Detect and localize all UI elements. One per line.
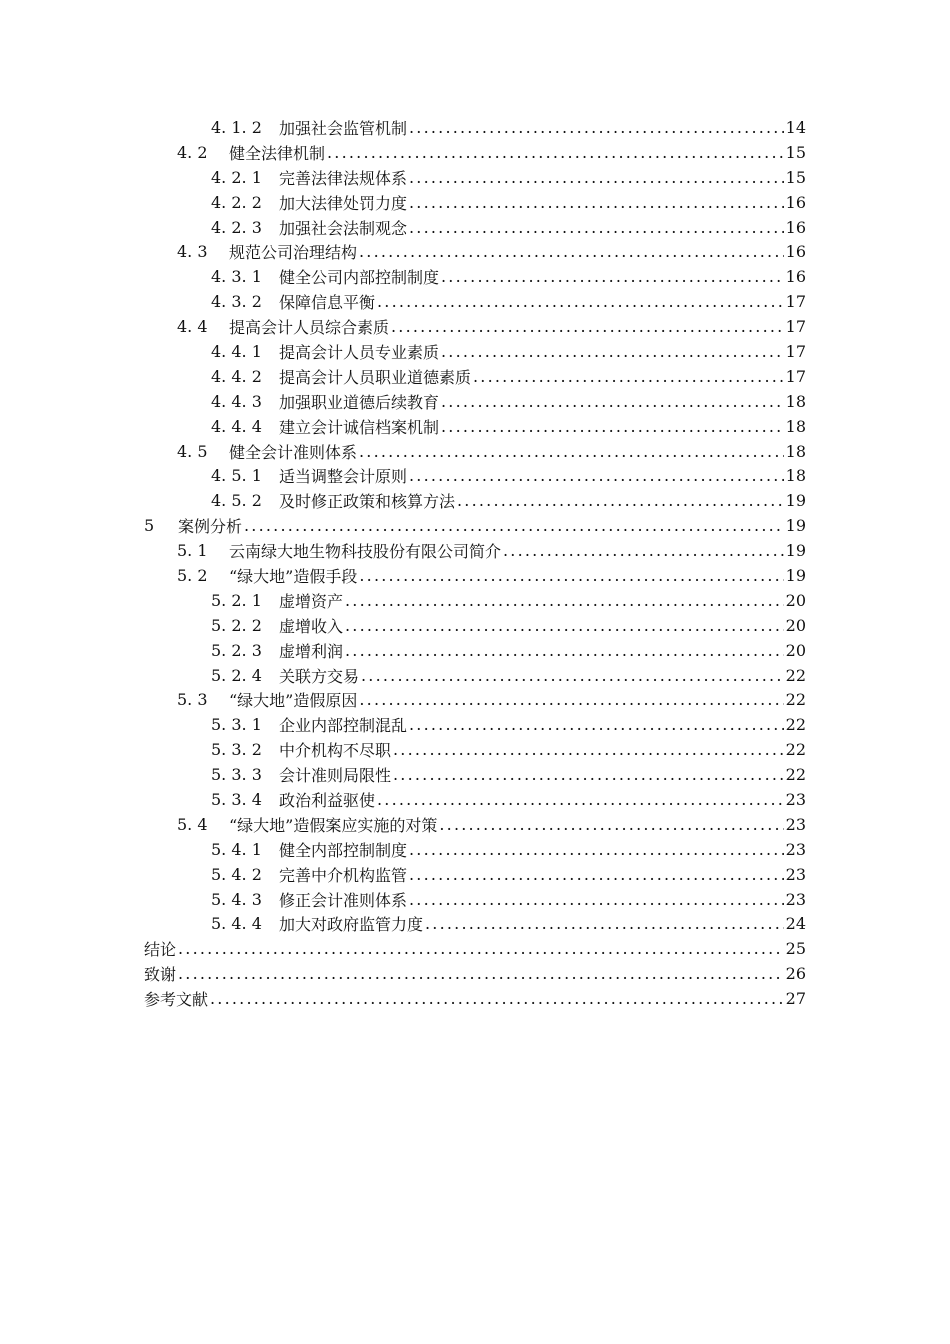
toc-entry-page-number: 23 [785,889,806,909]
toc-entry-number: 5. 4. 4 [211,914,262,934]
toc-dot-leader [210,989,784,1008]
toc-entry-page-number: 22 [785,690,806,710]
toc-dot-leader [359,690,783,709]
toc-entry-number: 5. 4. 2 [211,864,262,884]
toc-entry-title: 加强职业道德后续教育 [279,392,440,412]
toc-dot-leader [244,516,784,535]
toc-entry-page-number: 19 [785,541,806,561]
toc-dot-leader [441,392,784,411]
table-of-contents [144,115,806,1011]
toc-entry[interactable] [144,762,806,787]
toc-entry-number: 4. 4. 2 [211,366,262,386]
toc-dot-leader [345,616,784,635]
toc-entry[interactable] [144,364,806,389]
toc-entry-title: 建立会计诚信档案机制 [279,417,440,437]
toc-entry-page-number: 17 [785,317,806,337]
toc-entry-page-number: 20 [785,640,806,660]
toc-entry-page-number: 18 [785,441,806,461]
toc-dot-leader [425,914,784,933]
toc-entry-number: 5. 3. 4 [211,789,262,809]
toc-entry-page-number: 17 [785,292,806,312]
toc-entry-page-number: 22 [785,715,806,735]
toc-entry-page-number: 24 [785,914,806,934]
toc-entry-title: 健全内部控制制度 [279,840,408,860]
toc-entry-number: 4. 5. 2 [211,491,262,511]
toc-entry[interactable] [144,563,806,588]
toc-entry[interactable] [144,314,806,339]
toc-entry-page-number: 18 [785,391,806,411]
toc-dot-leader [178,964,784,983]
toc-entry[interactable] [144,463,806,488]
toc-entry-page-number: 26 [785,964,806,984]
toc-entry-title: 加强社会监管机制 [279,118,408,138]
toc-dot-leader [441,342,784,361]
toc-dot-leader [439,815,783,834]
toc-entry-title: 完善中介机构监管 [279,865,408,885]
toc-entry-number: 5. 3 [177,690,208,710]
toc-dot-leader [441,417,784,436]
toc-entry-title: 提高会计人员职业道德素质 [279,367,472,387]
toc-entry[interactable] [144,165,806,190]
toc-dot-leader [393,740,784,759]
toc-entry-number: 5. 4 [177,814,208,834]
toc-entry[interactable] [144,215,806,240]
toc-dot-leader [377,790,784,809]
toc-entry-title: 政治利益驱使 [279,790,376,810]
toc-entry[interactable] [144,712,806,737]
toc-entry-number: 5. 4. 1 [211,839,262,859]
toc-entry-number: 5. 1 [177,541,208,561]
toc-entry-page-number: 16 [785,267,806,287]
toc-entry-title: 关联方交易 [279,666,360,686]
toc-entry-title: 适当调整会计原则 [279,467,408,487]
toc-dot-leader [473,367,784,386]
toc-entry-title: 虚增利润 [279,641,344,661]
toc-entry[interactable] [144,389,806,414]
toc-entry-title: 加大法律处罚力度 [279,193,408,213]
toc-entry-page-number: 17 [785,341,806,361]
toc-dot-leader [345,591,784,610]
toc-dot-leader [178,939,784,958]
toc-entry-title: 虚增收入 [279,616,344,636]
toc-entry-number: 5. 3. 3 [211,765,262,785]
toc-entry-title: 健全公司内部控制制度 [279,268,440,288]
toc-entry-title: 加大对政府监管力度 [279,915,424,935]
toc-entry-title: 虚增资产 [279,591,344,611]
toc-entry[interactable] [144,488,806,513]
toc-entry-number: 4. 1. 2 [211,117,262,137]
toc-entry-number: 4. 4 [177,317,208,337]
toc-dot-leader [457,491,784,510]
toc-entry[interactable] [144,737,806,762]
toc-dot-leader [409,715,784,734]
toc-entry[interactable] [144,787,806,812]
toc-entry[interactable] [144,414,806,439]
toc-dot-leader [359,242,784,261]
toc-dot-leader [345,641,784,660]
toc-dot-leader [359,566,783,585]
toc-entry-page-number: 23 [785,864,806,884]
toc-entry-page-number: 14 [785,117,806,137]
toc-dot-leader [391,317,784,336]
toc-entry-title: 致谢 [144,965,177,985]
toc-entry[interactable] [144,663,806,688]
toc-entry-page-number: 15 [785,167,806,187]
toc-dot-leader [441,267,784,286]
toc-entry[interactable] [144,588,806,613]
toc-entry[interactable] [144,613,806,638]
toc-entry-number: 4. 2 [177,142,208,162]
toc-entry-title: 完善法律法规体系 [279,168,408,188]
toc-entry-page-number: 20 [785,615,806,635]
toc-dot-leader [409,118,784,137]
toc-entry-number: 4. 4. 1 [211,341,262,361]
toc-entry[interactable] [144,936,806,961]
toc-entry-number: 5. 2. 2 [211,615,262,635]
toc-dot-leader [409,840,784,859]
toc-entry-title: 案例分析 [178,517,243,537]
toc-entry-title: 及时修正政策和核算方法 [279,492,456,512]
toc-entry-title: 加强社会法制观念 [279,218,408,238]
toc-entry[interactable] [144,638,806,663]
toc-entry-number: 4. 2. 3 [211,217,262,237]
toc-entry-title: 会计准则局限性 [279,766,392,786]
toc-entry-page-number: 23 [785,839,806,859]
toc-entry-page-number: 17 [785,366,806,386]
toc-entry[interactable] [144,912,806,937]
toc-dot-leader [327,143,784,162]
toc-entry-page-number: 20 [785,590,806,610]
toc-entry-title: “绿大地”造假案应实施的对策 [229,815,438,835]
toc-entry-page-number: 15 [785,142,806,162]
toc-dot-leader [409,193,784,212]
toc-entry-title: “绿大地”造假原因 [229,691,358,711]
toc-entry[interactable] [144,140,806,165]
toc-entry-page-number: 19 [785,565,806,585]
toc-entry-title: 修正会计准则体系 [279,890,408,910]
toc-dot-leader [409,865,784,884]
toc-dot-leader [361,666,784,685]
toc-entry[interactable] [144,190,806,215]
toc-entry[interactable] [144,239,806,264]
toc-entry-page-number: 22 [785,740,806,760]
toc-entry-number: 5. 2 [177,565,208,585]
toc-entry-number: 4. 2. 2 [211,192,262,212]
toc-entry-number: 5 [144,516,155,536]
toc-entry-page-number: 23 [785,814,806,834]
toc-entry-page-number: 16 [785,242,806,262]
toc-entry-number: 4. 4. 3 [211,391,262,411]
toc-entry-number: 5. 3. 2 [211,740,262,760]
toc-entry-page-number: 23 [785,789,806,809]
toc-entry[interactable] [144,289,806,314]
toc-entry-number: 5. 2. 1 [211,590,262,610]
toc-entry[interactable] [144,837,806,862]
toc-entry-title: “绿大地”造假手段 [229,566,358,586]
toc-dot-leader [409,218,784,237]
toc-entry-title: 结论 [144,940,177,960]
toc-entry-page-number: 19 [785,516,806,536]
toc-entry[interactable] [144,887,806,912]
toc-dot-leader [359,442,784,461]
toc-entry-number: 5. 3. 1 [211,715,262,735]
toc-entry-page-number: 22 [785,765,806,785]
toc-dot-leader [409,466,784,485]
toc-entry-number: 4. 5. 1 [211,466,262,486]
toc-entry[interactable] [144,115,806,140]
toc-entry-number: 5. 2. 4 [211,665,262,685]
toc-dot-leader [409,168,784,187]
toc-entry-title: 提高会计人员综合素质 [229,318,390,338]
toc-entry-number: 5. 4. 3 [211,889,262,909]
toc-entry[interactable] [144,264,806,289]
toc-entry[interactable] [144,339,806,364]
toc-entry[interactable] [144,961,806,986]
toc-entry-page-number: 27 [785,989,806,1009]
toc-entry[interactable] [144,513,806,538]
toc-entry[interactable] [144,986,806,1011]
toc-entry-title: 健全会计准则体系 [229,442,358,462]
toc-entry-page-number: 19 [785,491,806,511]
toc-entry-number: 4. 3. 1 [211,267,262,287]
toc-entry-title: 中介机构不尽职 [279,741,392,761]
toc-entry[interactable] [144,687,806,712]
toc-entry-page-number: 18 [785,416,806,436]
toc-entry[interactable] [144,812,806,837]
toc-entry[interactable] [144,439,806,464]
toc-entry-title: 规范公司治理结构 [229,243,358,263]
toc-entry-number: 4. 3 [177,242,208,262]
toc-entry-page-number: 16 [785,192,806,212]
toc-entry-title: 云南绿大地生物科技股份有限公司简介 [229,542,502,562]
toc-entry-page-number: 16 [785,217,806,237]
toc-dot-leader [409,890,784,909]
toc-entry-number: 4. 2. 1 [211,167,262,187]
toc-entry-page-number: 22 [785,665,806,685]
toc-dot-leader [377,292,784,311]
toc-dot-leader [393,765,784,784]
toc-entry-number: 4. 5 [177,441,208,461]
toc-entry-number: 5. 2. 3 [211,640,262,660]
toc-entry-title: 提高会计人员专业素质 [279,342,440,362]
toc-entry[interactable] [144,538,806,563]
toc-entry-title: 企业内部控制混乱 [279,716,408,736]
toc-entry-title: 参考文献 [144,990,209,1010]
toc-dot-leader [503,541,784,560]
toc-entry[interactable] [144,862,806,887]
toc-entry-number: 4. 3. 2 [211,292,262,312]
toc-entry-title: 保障信息平衡 [279,293,376,313]
toc-entry-page-number: 18 [785,466,806,486]
toc-entry-number: 4. 4. 4 [211,416,262,436]
toc-entry-title: 健全法律机制 [229,143,326,163]
toc-entry-page-number: 25 [785,939,806,959]
